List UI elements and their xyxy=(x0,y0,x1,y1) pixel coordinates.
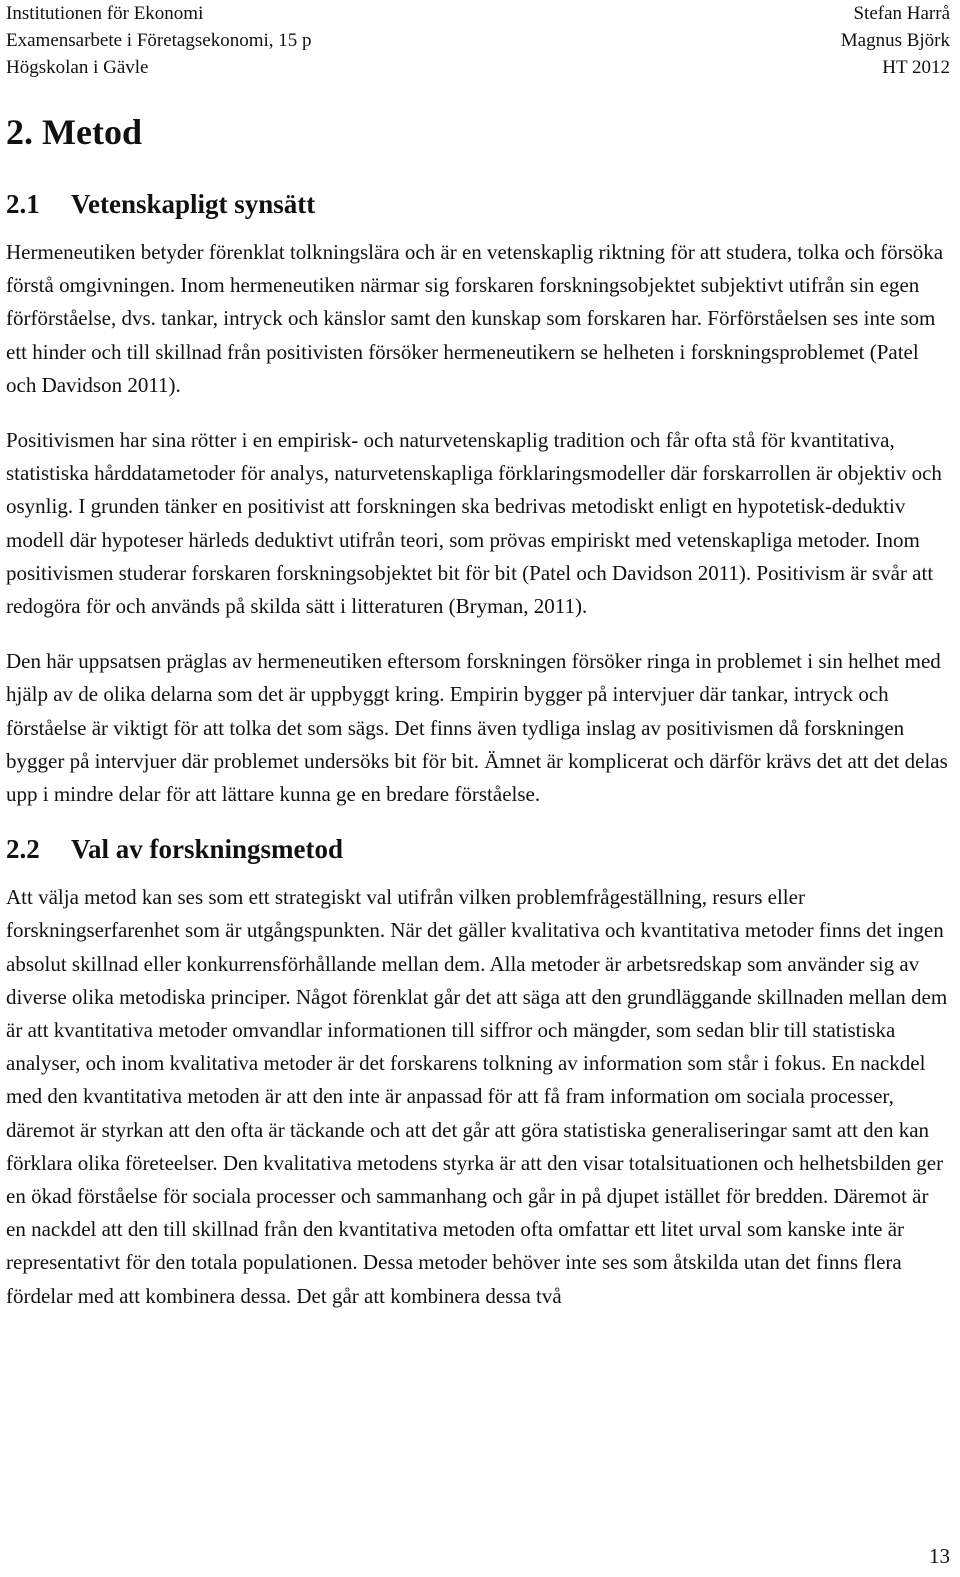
header-row-1 xyxy=(6,0,950,27)
chapter-title: 2. Metod xyxy=(6,112,142,152)
section-heading-2-1 xyxy=(6,186,950,222)
page-number: 13 xyxy=(929,1544,950,1568)
paragraph: Positivismen har sina rötter i en empirisk- och naturvetenskaplig tradition och får ofta stå för kvantitativa, statistiska hårddatametoder för analys, naturvetenskapliga förklaringsmodeller där forskarrollen är objektiv och osynlig. I grunden tänker en positivist att forskningen ska bedrivas metodiskt enligt en hypotetisk-deduktiv modell där hypoteser härleds deduktivt utifrån teori, som prövas empiriskt med vetenskapliga metoder. Inom positivismen studerar forskaren forskningsobjektet bit för bit (Patel och Davidson 2011). Positivism är svår att redogöra för och används på skilda sätt i litteraturen (Bryman, 2011). xyxy=(6,428,942,619)
section-title: Val av forskningsmetod xyxy=(71,834,344,865)
section-title: Vetenskapligt synsätt xyxy=(71,189,316,219)
header-course: Examensarbete i Företagsekonomi, 15 p xyxy=(6,30,312,51)
section-heading-2-2 xyxy=(6,831,950,867)
paragraph: Hermeneutiken betyder förenklat tolkningslära och är en vetenskaplig riktning för att studera, tolka och försöka förstå omgivningen. Inom hermeneutiken närmar sig forskaren forskningsobjektet subjektivt utifrån sin egen förförståelse, dvs. tankar, intryck och känslor samt den kunskap som forskaren har. Förförståelsen ses inte som ett hinder och till skillnad från positivisten försöker hermeneutikern se helheten i forskningsproblemet (Patel och Davidson 2011). xyxy=(6,240,944,397)
header-university: Högskolan i Gävle xyxy=(6,57,149,78)
paragraph: Att välja metod kan ses som ett strategiskt val utifrån vilken problemfrågeställning, resurs eller forskningserfarenhet som är utgångspunkten. När det gäller kvalitativa och kvantitativa metoder finns det ingen absolut skillnad eller konkurrensförhållande mellan dem. Alla metoder är arbetsredskap som använder sig av diverse olika metodiska principer. Något förenklat går det att säga att den grundläggande skillnaden mellan dem är att kvantitativa metoder omvandlar informationen till siffror och mängder, som sedan blir till statistiska analyser, och inom kvalitativa metoder är det forskarens tolkning av information som står i fokus. En nackdel med den kvantitativa metoden är att den inte är anpassad för att få fram information om sociala processer, däremot är styrkan att den ofta är täckande och att det går att göra statistiska generaliseringar samt att den kan förklara olika företeelser. Den kvalitativa metodens styrka är att den visar totalsituationen och helhetsbilden ger en ökad förståelse för sociala processer och sammanhang och går in på djupet istället för bredden. Däremot är en nackdel att den till skillnad från den kvantitativa metoden ofta omfattar ett litet urval som kanske inte är representativt för den totala populationen. Dessa metoder behöver inte ses som åtskilda utan det finns flera fördelar med att kombinera dessa. Det går att kombinera dessa två xyxy=(6,885,948,1308)
header-author-2: Magnus Björk xyxy=(840,30,950,51)
section-number: 2.2 xyxy=(6,834,40,865)
paragraph: Den här uppsatsen präglas av hermeneutiken eftersom forskningen försöker ringa in problemet i sin helhet med hjälp av de olika delarna som det är uppbyggt kring. Empirin bygger på intervjuer där tankar, intryck och förståelse är viktigt för att tolka det som sägs. Det finns även tydliga inslag av positivismen då forskningen bygger på intervjuer där problemet undersöks bit för bit. Ämnet är komplicerat och därför krävs det att det delas upp i mindre delar för att lättare kunna ge en bredare förståelse. xyxy=(6,649,948,807)
header-author-1: Stefan Harrå xyxy=(853,3,950,24)
header-row-2 xyxy=(6,27,950,54)
page-header xyxy=(6,0,950,81)
header-institution: Institutionen för Ekonomi xyxy=(6,3,204,24)
section-number: 2.1 xyxy=(6,189,40,219)
page-content xyxy=(6,110,950,1335)
header-term: HT 2012 xyxy=(882,57,950,78)
header-row-3 xyxy=(6,54,950,81)
